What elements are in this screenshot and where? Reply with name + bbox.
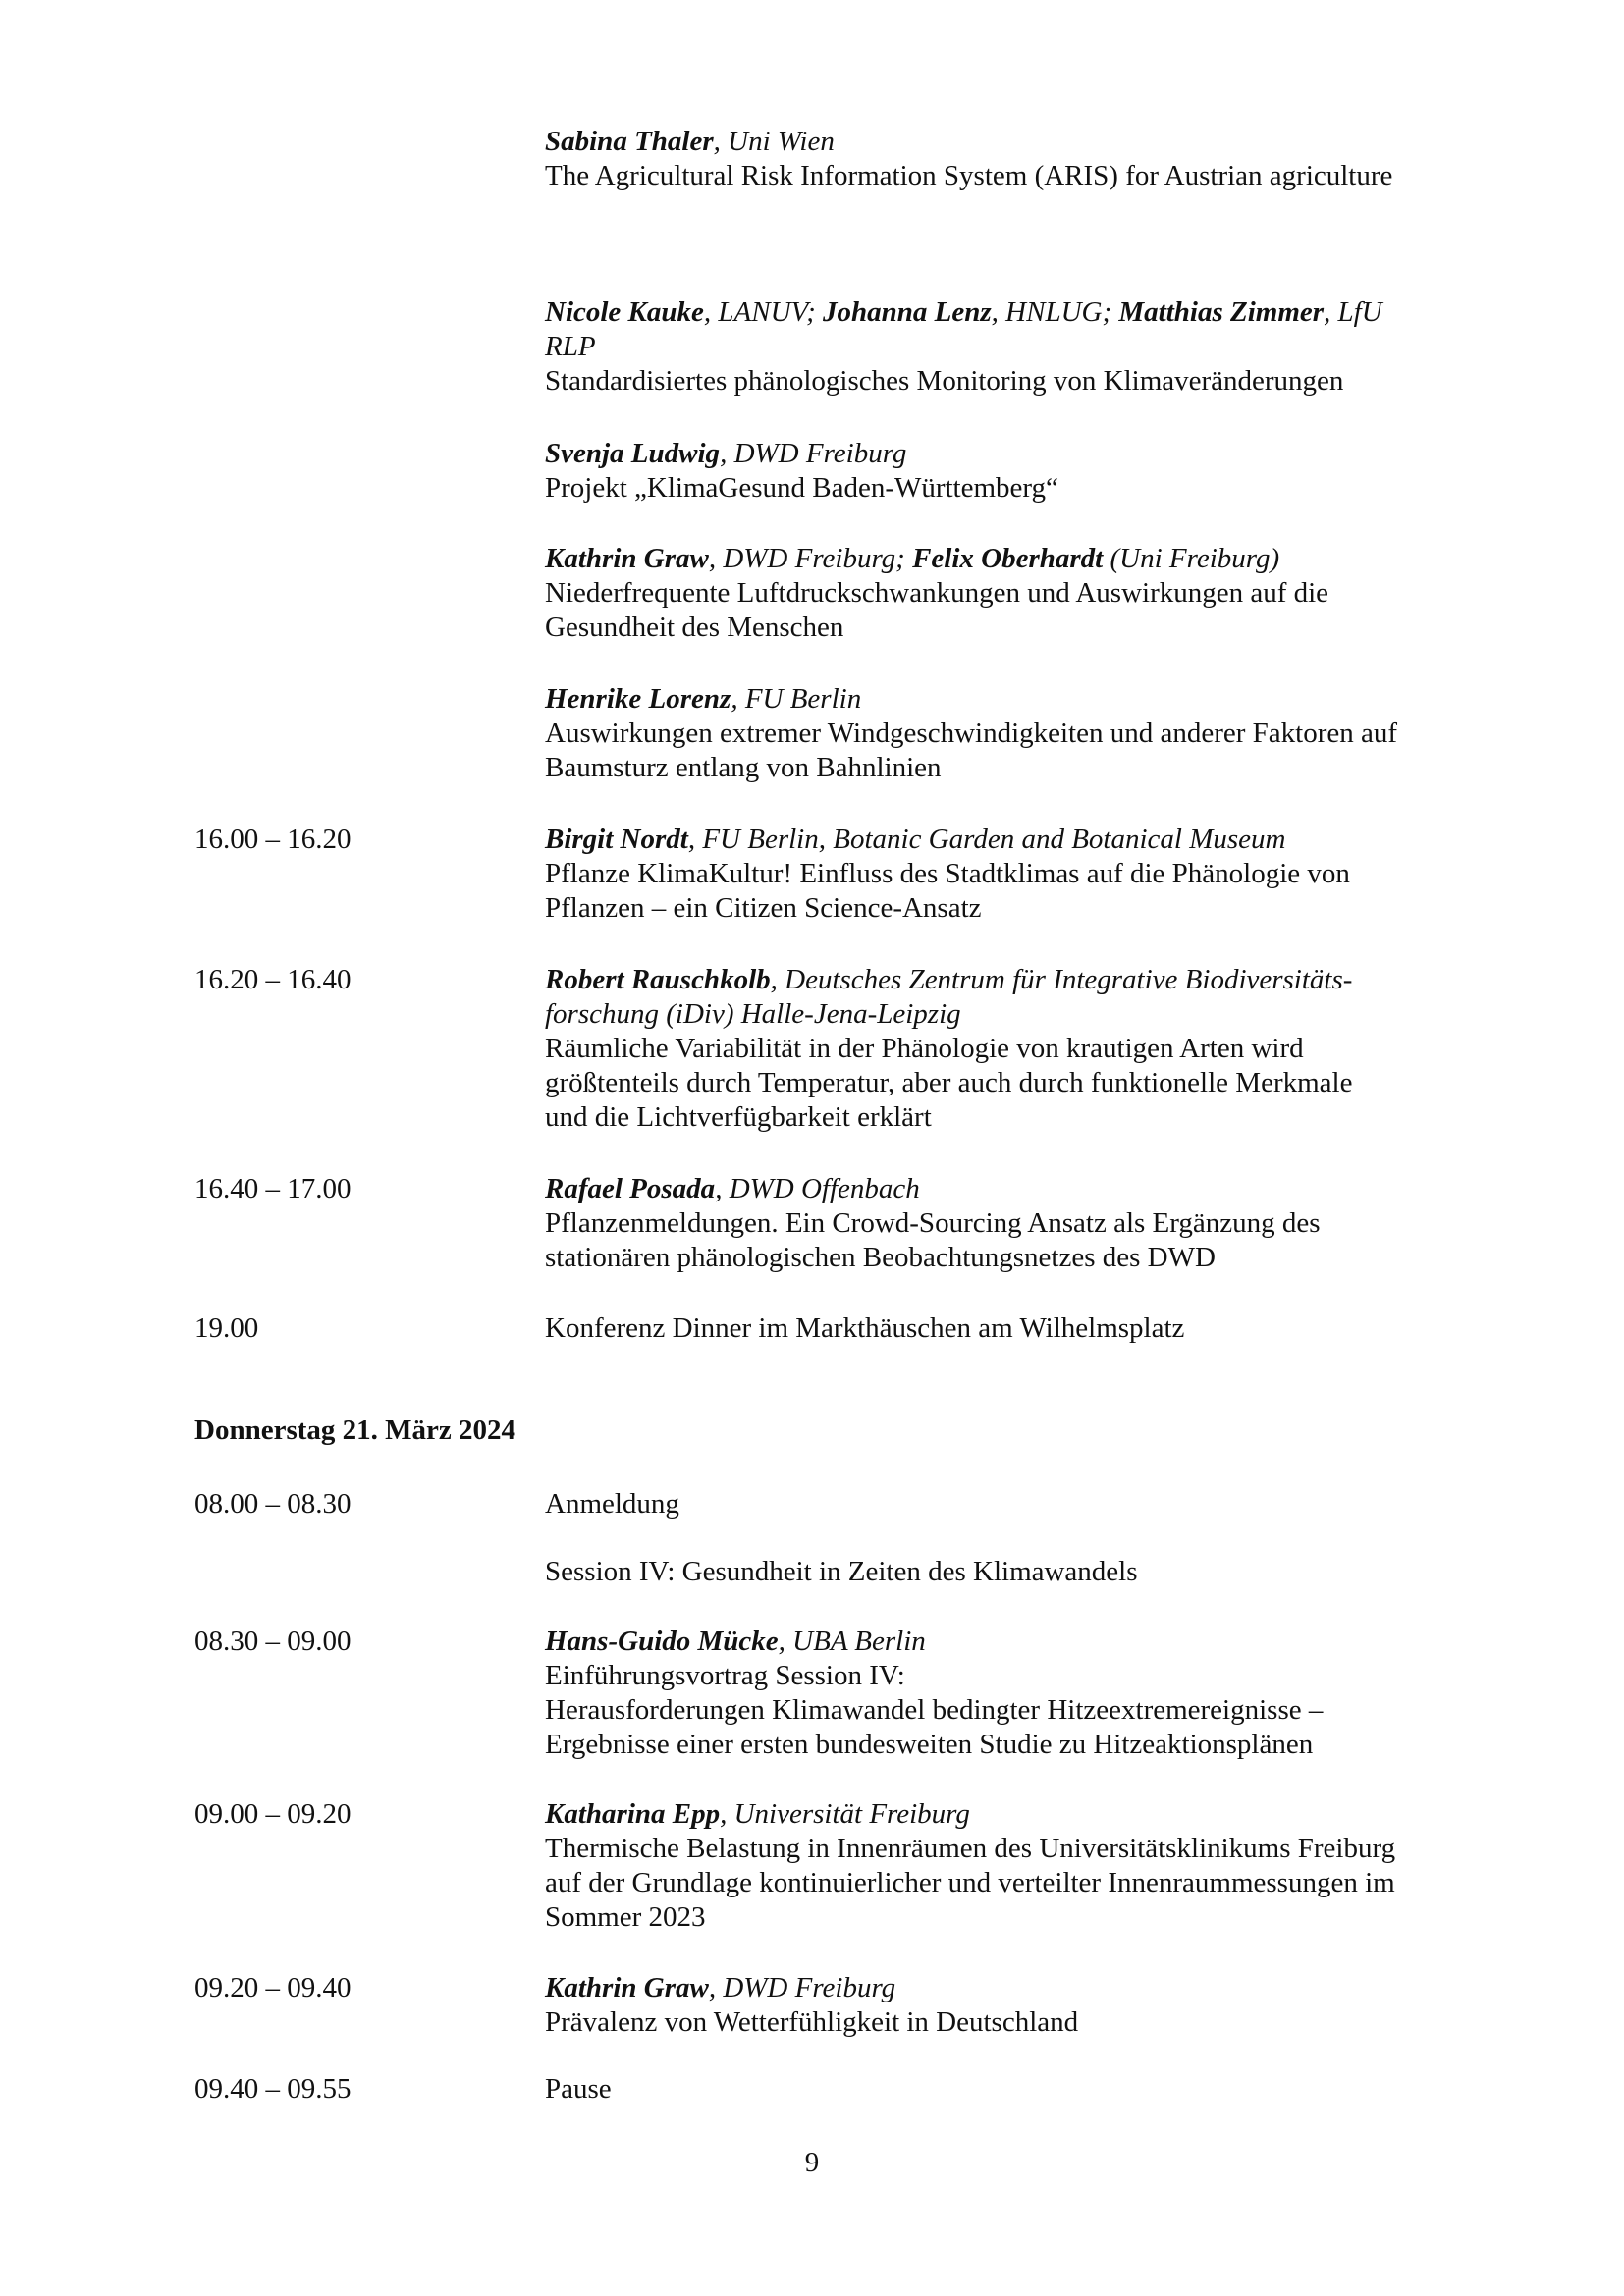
speaker-affiliation: , Deutsches Zentrum für Integrative Biodiversitäts- [770,964,1353,995]
talk-title-line: Standardisiertes phänologisches Monitoring von Klimaveränderungen [545,365,1344,397]
author-line [545,823,1438,857]
talk-title-line: Konferenz Dinner im Markthäuschen am Wilhelmsplatz [545,1312,1185,1344]
talk-title-line: Anmeldung [545,1488,679,1520]
speaker-name: Hans-Guido Mücke [545,1626,779,1657]
speaker-affiliation: , LANUV; [703,296,824,328]
program-entry [545,1487,1438,1522]
program-entry [545,295,1438,399]
author-line [545,1172,1438,1206]
time-slot: 09.00 – 09.20 [194,1798,352,1830]
talk-title-line: Einführungsvortrag Session IV: [545,1660,905,1691]
speaker-name: Kathrin Graw [545,1972,709,2003]
author-line [545,542,1438,576]
author-line [545,963,1438,997]
time-slot: 16.00 – 16.20 [194,824,352,855]
speaker-affiliation: , Universität Freiburg [720,1798,970,1830]
talk-title-line: Räumliche Variabilität in der Phänologie von krautigen Arten wird [545,1033,1304,1064]
talk-title-line: Thermische Belastung in Innenräumen des Universitätsklinikums Freiburg [545,1833,1396,1864]
program-entry [545,1971,1438,2040]
author-line [545,125,1438,159]
speaker-affiliation: , FU Berlin, Botanic Garden and Botanical Museum [687,824,1286,855]
author-line [545,1797,1438,1832]
time-slot: 16.40 – 17.00 [194,1173,352,1204]
program-entry [545,542,1438,645]
talk-title-line: Ergebnisse einer ersten bundesweiten Studie zu Hitzeaktionsplänen [545,1729,1314,1760]
program-entry [545,963,1438,1135]
speaker-name: Sabina Thaler [545,126,714,157]
talk-title-line: größtenteils durch Temperatur, aber auch durch funktionelle Merkmale [545,1067,1353,1098]
speaker-affiliation: RLP [545,331,596,362]
speaker-name: Svenja Ludwig [545,438,721,469]
talk-title-line: Niederfrequente Luftdruckschwankungen und Auswirkungen auf die [545,577,1329,609]
speaker-affiliation: , LfU [1324,296,1382,328]
speaker-affiliation: , DWD Offenbach [715,1173,920,1204]
time-slot: 16.20 – 16.40 [194,964,352,995]
talk-title-line: Auswirkungen extremer Windgeschwindigkeiten und anderer Faktoren auf [545,718,1398,749]
time-slot: 08.30 – 09.00 [194,1626,352,1657]
speaker-affiliation: , FU Berlin [731,683,862,715]
speaker-name: Kathrin Graw [545,543,709,574]
speaker-name: Robert Rauschkolb [545,964,771,995]
speaker-name: Felix Oberhardt [912,543,1104,574]
program-entry [545,682,1438,785]
program-entry [545,823,1438,926]
speaker-affiliation: , UBA Berlin [778,1626,926,1657]
author-line [545,1971,1438,2005]
talk-title-line: Prävalenz von Wetterfühligkeit in Deutschland [545,2006,1079,2038]
speaker-affiliation: , HNLUG; [991,296,1119,328]
time-slot: 19.00 [194,1312,259,1344]
session-title: Session IV: Gesundheit in Zeiten des Klimawandels [545,1556,1138,1587]
program-entry [545,1172,1438,1275]
talk-title-line: The Agricultural Risk Information System (ARIS) for Austrian agriculture [545,160,1393,191]
speaker-name: Rafael Posada [545,1173,716,1204]
author-line [545,437,1438,471]
speaker-name: Nicole Kauke [545,296,704,328]
speaker-name: Henrike Lorenz [545,683,731,715]
time-slot: 09.20 – 09.40 [194,1972,352,2003]
program-entry [545,437,1438,506]
talk-title-line: Pause [545,2073,612,2105]
speaker-affiliation: , Uni Wien [713,126,835,157]
talk-title-line: Sommer 2023 [545,1901,706,1933]
talk-title-line: Baumsturz entlang von Bahnlinien [545,752,942,783]
program-entry [545,2072,1438,2107]
author-line [545,1625,1438,1659]
speaker-name: Katharina Epp [545,1798,721,1830]
talk-title-line: Pflanze KlimaKultur! Einfluss des Stadtklimas auf die Phänologie von [545,858,1350,889]
talk-title-line: auf der Grundlage kontinuierlicher und verteilter Innenraummessungen im [545,1867,1395,1898]
author-line [545,682,1438,717]
talk-title-line: Herausforderungen Klimawandel bedingter Hitzeextremereignisse – [545,1694,1324,1726]
speaker-name: Matthias Zimmer [1118,296,1325,328]
talk-title-line: Gesundheit des Menschen [545,612,844,643]
time-slot: 08.00 – 08.30 [194,1488,352,1520]
page-number: 9 [804,2147,820,2178]
talk-title-line: und die Lichtverfügbarkeit erklärt [545,1101,932,1133]
program-entry [545,1311,1438,1346]
session-heading [545,1555,1438,1589]
speaker-affiliation: , DWD Freiburg; [708,543,913,574]
talk-title-line: Projekt „KlimaGesund Baden-Württemberg“ [545,472,1058,504]
talk-title-line: Pflanzen – ein Citizen Science-Ansatz [545,892,982,924]
speaker-affiliation: , DWD Freiburg [708,1972,896,2003]
day-heading: Donnerstag 21. März 2024 [194,1415,516,1446]
talk-title-line: stationären phänologischen Beobachtungsnetzes des DWD [545,1242,1216,1273]
speaker-affiliation: , DWD Freiburg [720,438,907,469]
speaker-affiliation: (Uni Freiburg) [1103,543,1280,574]
program-entry [545,1797,1438,1935]
talk-title-line: Pflanzenmeldungen. Ein Crowd-Sourcing Ansatz als Ergänzung des [545,1207,1321,1239]
program-entry [545,125,1438,193]
program-entry [545,1625,1438,1762]
time-slot: 09.40 – 09.55 [194,2073,352,2105]
author-line [545,295,1438,330]
speaker-name: Birgit Nordt [545,824,688,855]
speaker-affiliation: forschung (iDiv) Halle-Jena-Leipzig [545,998,961,1030]
speaker-name: Johanna Lenz [823,296,992,328]
